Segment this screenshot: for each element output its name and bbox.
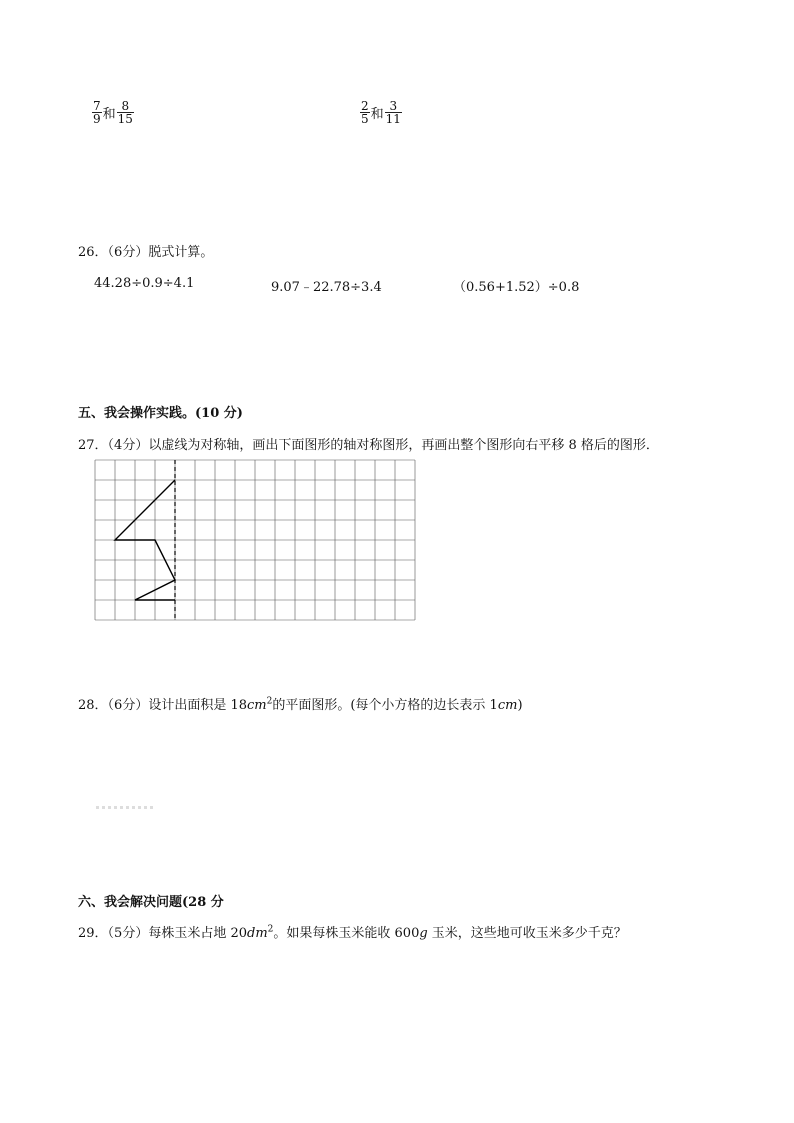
q29-unit-dm: dm [247, 926, 268, 941]
section-6-heading: 六、我会解决问题(28 分 [78, 895, 224, 910]
q29-text-suffix: 玉米，这些地可收玉米多少千克？ [427, 926, 627, 941]
denominator: 11 [385, 112, 401, 126]
expression-2: 9.07﹣22.78÷3.4 [271, 280, 382, 295]
numerator: 3 [385, 100, 402, 113]
section-5-heading: 五、我会操作实践。(10 分) [78, 406, 243, 421]
q29-text-prefix: 29．（5分）每株玉米占地 20 [78, 926, 247, 941]
q28-unit-cm-2: cm [497, 698, 518, 713]
expression-3: （0.56+1.52）÷0.8 [453, 280, 580, 295]
q28-text-middle: 的平面图形。(每个小方格的边长表示 1 [272, 698, 498, 713]
numerator: 2 [361, 99, 369, 113]
q28-text-suffix: ) [517, 698, 523, 713]
q28-text-prefix: 28．（6分）设计出面积是 18 [78, 698, 247, 713]
question-27-title: 27．（4分）以虚线为对称轴，画出下面图形的轴对称图形，再画出整个图形向右平移 8 格后的图形． [78, 438, 659, 453]
conjunction-he: 和 [102, 107, 116, 122]
faint-grid-remnant [96, 806, 156, 809]
fraction-8-15 [117, 100, 134, 125]
q29-text-middle: 。如果每株玉米能收 600 [273, 926, 420, 941]
fraction-3-11 [385, 100, 402, 125]
q28-exponent: 2 [266, 696, 273, 707]
fraction-7-9 [92, 100, 102, 125]
numerator: 7 [93, 99, 101, 113]
question-29-title [78, 922, 627, 941]
question-28-title [78, 694, 523, 713]
q28-unit-cm: cm [247, 698, 267, 713]
expression-1: 44.28÷0.9÷4.1 [94, 276, 195, 291]
denominator: 5 [361, 112, 369, 126]
q29-exponent: 2 [267, 924, 274, 935]
denominator: 9 [93, 112, 101, 126]
fraction-pair-left [92, 100, 134, 125]
fraction-2-5 [360, 100, 370, 125]
fraction-pair-right [360, 100, 402, 125]
numerator: 8 [117, 100, 134, 113]
symmetry-grid [94, 459, 420, 621]
conjunction-he: 和 [370, 107, 384, 122]
q29-unit-g: g [419, 926, 428, 941]
denominator: 15 [117, 112, 133, 126]
question-26-title: 26．（6分）脱式计算。 [78, 245, 214, 260]
